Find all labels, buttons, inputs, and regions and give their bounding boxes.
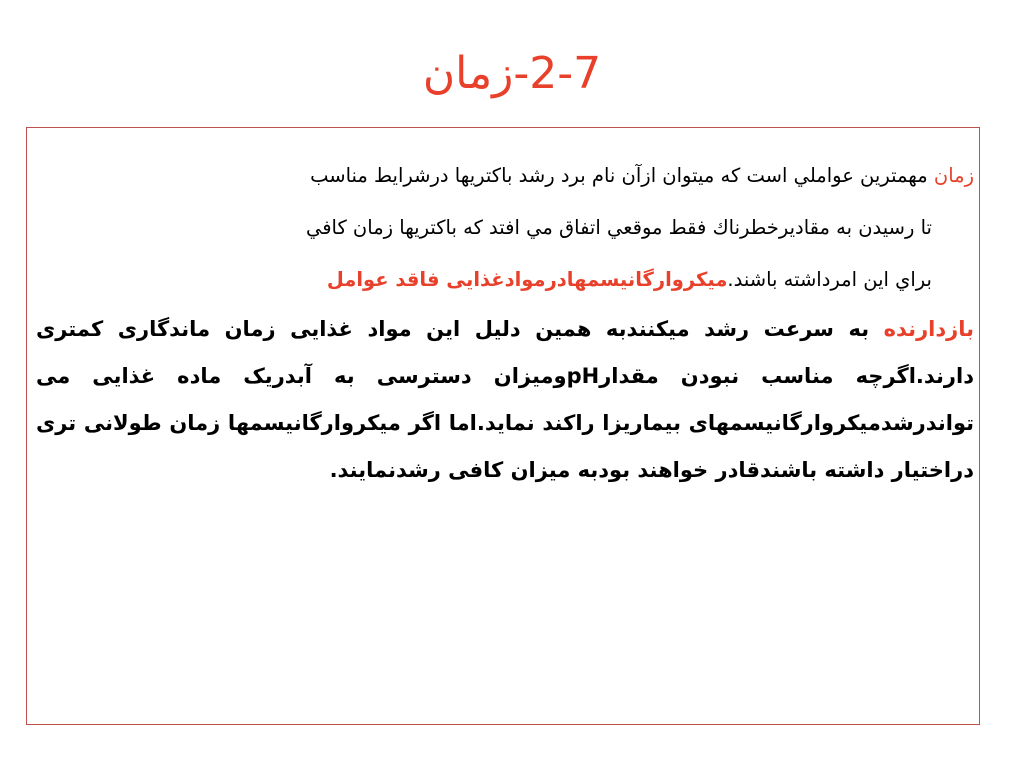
body-text — [36, 150, 974, 494]
slide-title: 2-7-زمان — [422, 48, 602, 99]
main-text-part-1: به سرعت رشد میکنندبه همین دلیل این مواد غذایی زمان ماندگاری کمتری دارند.اگرچه مناسب نبودن مقدار — [36, 317, 974, 388]
main-text-part-2: ومیزان دسترسی به آبدریک ماده غذایی می تواندرشدمیکروارگانیسمهای بیماریزا راکند نماید.اما اگر میکروارگانیسمها زمان طولانی تری دراختیار داشته باشندقادر خواهند بودبه میزان کافی رشدنمایند. — [36, 364, 974, 482]
intro-line-2-text: تا رسيدن به مقاديرخطرناك فقط موقعي اتفاق مي افتد كه باكتريها زمان كافي — [305, 216, 932, 239]
intro-line-1: مهمترين عواملي است كه ميتوان ازآن نام برد رشد باكتريها درشرايط مناسب — [310, 164, 934, 187]
paragraph-main — [36, 306, 974, 494]
highlight-microorganisms: میکروارگانیسمهادرموادغذایی فاقد عوامل — [326, 268, 728, 291]
intro-line-2 — [36, 202, 974, 254]
ph-term: pH — [566, 364, 600, 388]
paragraph-intro — [36, 150, 974, 306]
intro-line-3 — [36, 254, 974, 306]
highlight-inhibitors: بازدارنده — [883, 317, 974, 341]
lead-word: زمان — [933, 164, 974, 187]
intro-line-3-text: براي اين امرداشته باشند. — [727, 268, 932, 291]
